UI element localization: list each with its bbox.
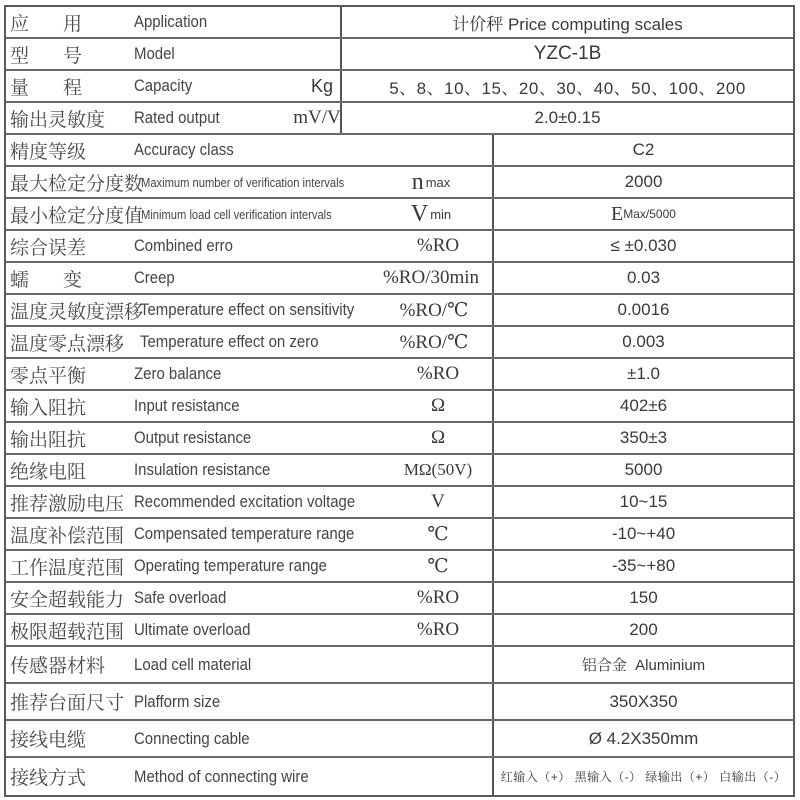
label-en: Ultimate overload — [134, 620, 251, 639]
label-en: Temperature effect on zero — [140, 332, 319, 351]
label-cn: 输出阻抗 — [10, 428, 87, 451]
row-safe-overload — [6, 583, 793, 615]
row-operating-temp-range — [6, 551, 793, 583]
label-cn: 温度补偿范围 — [10, 524, 125, 547]
unit: n max — [411, 168, 451, 195]
value: 红输入（+） 黑输入（-） 绿输出（+） 白输出（-） — [492, 758, 793, 795]
row-excitation-voltage — [6, 487, 793, 519]
row-insulation-resistance — [6, 455, 793, 487]
label-cn: 输出灵敏度 — [10, 108, 106, 131]
label-cn: 极限超载范围 — [10, 620, 125, 643]
label-en: Recommended excitation voltage — [134, 492, 356, 511]
label-cn: 传感器材料 — [10, 655, 106, 677]
value: E Max/5000 — [492, 199, 793, 229]
value: 5000 — [492, 455, 793, 485]
value: 0.03 — [492, 263, 793, 293]
label-en: Creep — [134, 268, 175, 287]
unit: %RO — [416, 619, 460, 640]
label-cn: 温度灵敏度漂移 — [10, 300, 144, 323]
value: 0.0016 — [492, 295, 793, 325]
value: 402±6 — [492, 391, 793, 421]
value: 150 — [492, 583, 793, 613]
label-en: Maximum number of verification intervals — [141, 174, 345, 190]
unit: %RO — [416, 587, 460, 608]
value: -10~+40 — [492, 519, 793, 549]
value: 0.003 — [492, 327, 793, 357]
value: Ø 4.2X350mm — [492, 721, 793, 756]
unit: Ω — [430, 427, 446, 448]
unit: Ω — [430, 395, 446, 416]
label-en: Output resistance — [134, 428, 252, 447]
value: -35~+80 — [492, 551, 793, 581]
row-max-verification-intervals — [6, 167, 793, 199]
row-zero-balance — [6, 359, 793, 391]
label-cn: 安全超载能力 — [10, 588, 125, 611]
label-en: Input resistance — [134, 396, 240, 415]
value: ±1.0 — [492, 359, 793, 389]
row-application — [6, 7, 793, 39]
label-en: Temperature effect on sensitivity — [140, 300, 355, 319]
label-cn: 输入阻抗 — [10, 396, 87, 419]
unit: MΩ(50V) — [403, 460, 473, 479]
label-en: Safe overload — [134, 588, 227, 607]
row-input-resistance — [6, 391, 793, 423]
unit: V — [431, 491, 445, 512]
unit: %RO/30min — [382, 267, 480, 288]
value: 铝合金 Aluminium — [492, 647, 793, 682]
unit: %RO — [416, 363, 460, 384]
label-cn: 接线电缆 — [10, 729, 87, 751]
unit: Kg — [310, 75, 334, 96]
value: 计价秤 Price computing scales — [340, 7, 793, 37]
row-combined-error — [6, 231, 793, 263]
label-en: Connecting cable — [134, 728, 250, 748]
value: 350±3 — [492, 423, 793, 453]
row-temp-effect-zero — [6, 327, 793, 359]
label-cn: 工作温度范围 — [10, 556, 125, 579]
row-output-resistance — [6, 423, 793, 455]
label-cn: 接线方式 — [10, 767, 87, 789]
label-cn: 型 号 — [10, 44, 97, 67]
row-temp-effect-sensitivity — [6, 295, 793, 327]
row-model — [6, 39, 793, 71]
unit: %RO/℃ — [399, 299, 469, 321]
label-en: Rated output — [134, 108, 220, 127]
label-cn: 推荐激励电压 — [10, 492, 125, 515]
label-cn: 最小检定分度值 — [10, 204, 144, 227]
label-cn: 推荐台面尺寸 — [10, 692, 125, 714]
label-en: Load cell material — [134, 654, 252, 674]
spec-table — [4, 5, 795, 797]
row-accuracy-class — [6, 135, 793, 167]
row-load-cell-material — [6, 647, 793, 684]
label-en: Method of connecting wire — [134, 766, 309, 786]
row-platform-size — [6, 684, 793, 721]
unit: ℃ — [427, 555, 449, 577]
label-cn: 量 程 — [10, 76, 97, 99]
value: 2.0±0.15 — [340, 103, 793, 133]
label-en: Model — [134, 44, 175, 63]
value: 2000 — [492, 167, 793, 197]
label-en: Minimum load cell verification intervals — [141, 206, 332, 222]
row-min-verification-interval — [6, 199, 793, 231]
label-en: Plafform size — [134, 691, 221, 711]
label-cn: 最大检定分度数 — [10, 172, 144, 195]
value: C2 — [492, 135, 793, 165]
row-capacity — [6, 71, 793, 103]
label-en: Application — [134, 12, 208, 31]
value: ≤ ±0.030 — [492, 231, 793, 261]
value: 10~15 — [492, 487, 793, 517]
label-cn: 精度等级 — [10, 140, 87, 163]
value: 350X350 — [492, 684, 793, 719]
label-en: Accuracy class — [134, 140, 234, 159]
label-cn: 综合误差 — [10, 236, 87, 259]
unit: ℃ — [427, 523, 449, 545]
label-cn: 零点平衡 — [10, 364, 87, 387]
label-en: Zero balance — [134, 364, 222, 383]
label-cn: 温度零点漂移 — [10, 332, 125, 355]
label-en: Compensated temperature range — [134, 524, 355, 543]
row-compensated-temp-range — [6, 519, 793, 551]
label-cn: 绝缘电阻 — [10, 460, 87, 483]
value: 200 — [492, 615, 793, 645]
unit: %RO — [416, 235, 460, 256]
value: 5、8、10、15、20、30、40、50、100、200 — [340, 71, 793, 101]
value: YZC-1B — [340, 39, 793, 69]
unit: mV/V — [293, 107, 341, 128]
row-ultimate-overload — [6, 615, 793, 647]
label-en: Combined erro — [134, 236, 233, 255]
row-rated-output — [6, 103, 793, 135]
row-creep — [6, 263, 793, 295]
label-en: Capacity — [134, 76, 193, 95]
label-cn: 蠕 变 — [10, 268, 97, 291]
unit: %RO/℃ — [399, 331, 469, 353]
label-cn: 应 用 — [10, 12, 97, 35]
label-en: Operating temperature range — [134, 556, 327, 575]
row-connecting-cable — [6, 721, 793, 758]
unit: V min — [410, 200, 452, 227]
label-en: Insulation resistance — [134, 460, 271, 479]
row-connecting-wire-method — [6, 758, 793, 795]
